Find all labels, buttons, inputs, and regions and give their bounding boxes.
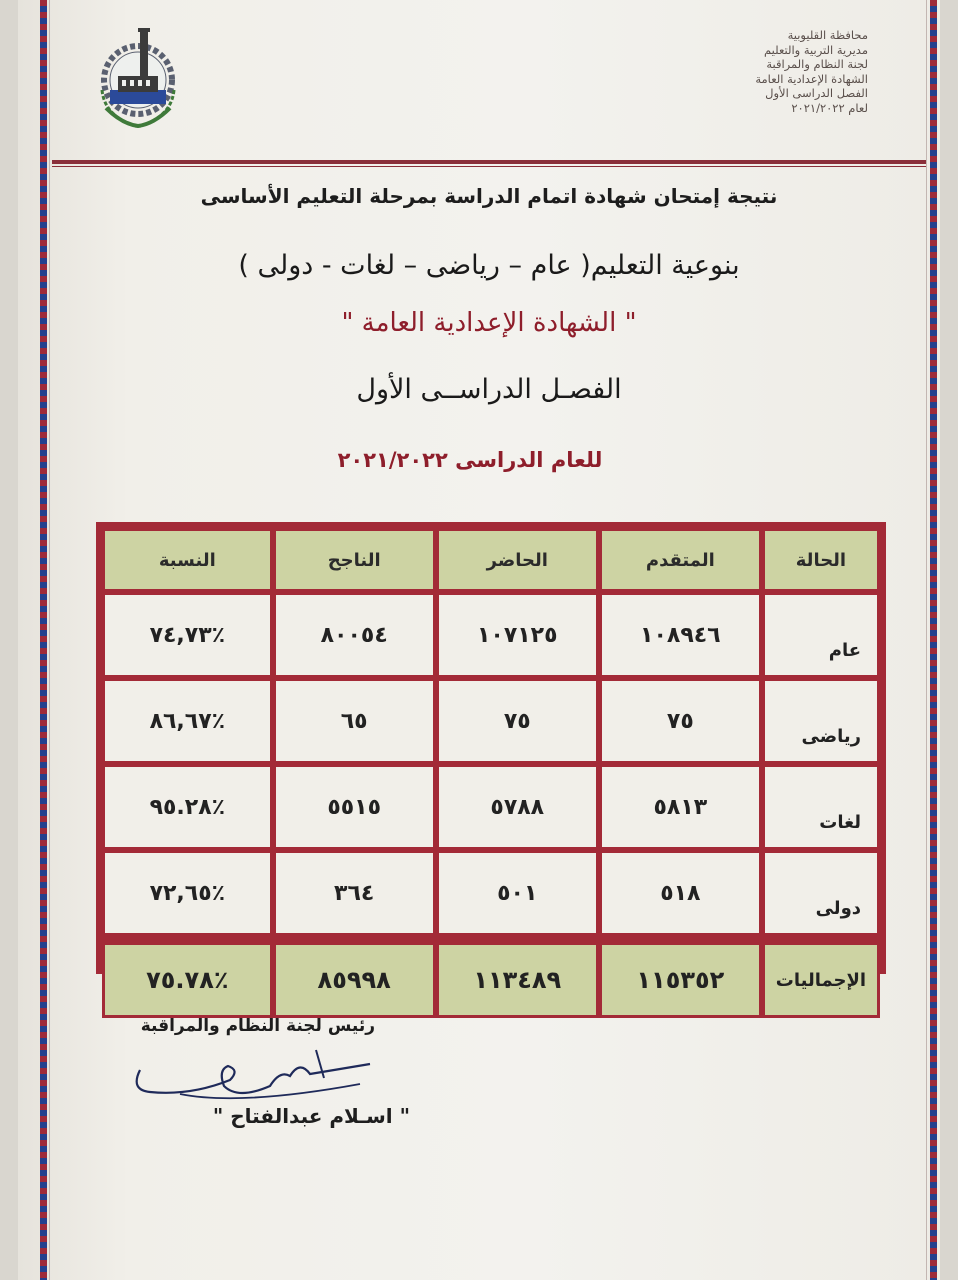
row-label: رياضى bbox=[762, 678, 880, 764]
row-label: دولى bbox=[762, 850, 880, 936]
results-table-frame bbox=[96, 522, 886, 994]
totals-row bbox=[102, 942, 880, 1018]
present-cell: ٥٠١ bbox=[436, 850, 599, 936]
applied-total-cell: ١١٥٣٥٢ bbox=[599, 942, 762, 1018]
applied-cell: ٧٥ bbox=[599, 678, 762, 764]
header-divider-thin bbox=[52, 166, 926, 167]
applied-cell: ٥٨١٣ bbox=[599, 764, 762, 850]
header-cell: الحالة bbox=[762, 528, 880, 592]
academic-year: للعام الدراسى ٢٠٢١/٢٠٢٢ bbox=[337, 448, 603, 472]
passed-cell: ٦٥ bbox=[273, 678, 436, 764]
present-cell: ٧٥ bbox=[436, 678, 599, 764]
present-cell: ١٠٧١٢٥ bbox=[436, 592, 599, 678]
passed-total-cell: ٨٥٩٩٨ bbox=[273, 942, 436, 1018]
header-cell: المتقدم bbox=[599, 528, 762, 592]
present-total-cell: ١١٣٤٨٩ bbox=[436, 942, 599, 1018]
header-line: لجنة النظام والمراقبة bbox=[766, 57, 868, 71]
header-line: الشهادة الإعدادية العامة bbox=[755, 71, 868, 86]
certificate-name: " الشهادة الإعدادية العامة " bbox=[341, 308, 637, 338]
header-divider bbox=[52, 160, 926, 164]
row-label: عام bbox=[762, 592, 880, 678]
passed-cell: ٥٥١٥ bbox=[273, 764, 436, 850]
governorate-emblem-icon bbox=[92, 20, 184, 132]
table-header-row bbox=[102, 528, 880, 592]
left-frame-border bbox=[40, 0, 47, 1280]
percent-cell: ٪٩٥.٢٨ bbox=[102, 764, 273, 850]
table-row bbox=[102, 678, 880, 764]
table-row bbox=[102, 850, 880, 936]
exam-title: نتيجة إمتحان شهادة اتمام الدراسة بمرحلة التعليم الأساسى bbox=[200, 184, 778, 208]
row-label: لغات bbox=[762, 764, 880, 850]
percent-total-cell: ٪٧٥.٧٨ bbox=[102, 942, 273, 1018]
passed-cell: ٨٠٠٥٤ bbox=[273, 592, 436, 678]
header-line: محافظة القليوبية bbox=[787, 28, 868, 42]
applied-cell: ١٠٨٩٤٦ bbox=[599, 592, 762, 678]
left-inner-border bbox=[49, 0, 50, 1280]
right-inner-border bbox=[926, 0, 927, 1280]
results-table bbox=[102, 528, 880, 1018]
applied-cell: ٥١٨ bbox=[599, 850, 762, 936]
signatory-name: " اسـلام عبدالفتاح " bbox=[212, 1104, 410, 1128]
issuer-header bbox=[628, 28, 868, 115]
semester-title: الفصـل الدراســى الأول bbox=[356, 374, 622, 405]
percent-cell: ٪٧٤,٧٣ bbox=[102, 592, 273, 678]
table-row bbox=[102, 592, 880, 678]
header-line: لعام ٢٠٢١/٢٠٢٢ bbox=[791, 100, 868, 115]
passed-cell: ٣٦٤ bbox=[273, 850, 436, 936]
header-cell: الناجح bbox=[273, 528, 436, 592]
percent-cell: ٪٧٢,٦٥ bbox=[102, 850, 273, 936]
right-frame-border bbox=[930, 0, 937, 1280]
present-cell: ٥٧٨٨ bbox=[436, 764, 599, 850]
header-line: الفصل الدراسى الأول bbox=[765, 86, 868, 100]
signatory-title: رئيس لجنة النظام والمراقبة bbox=[140, 1016, 375, 1036]
percent-cell: ٪٨٦,٦٧ bbox=[102, 678, 273, 764]
education-types: بنوعية التعليم( عام – رياضى – لغات - دولى ) bbox=[238, 250, 740, 281]
row-label: الإجماليات bbox=[762, 942, 880, 1018]
header-cell: الحاضر bbox=[436, 528, 599, 592]
header-cell: النسبة bbox=[102, 528, 273, 592]
table-row bbox=[102, 764, 880, 850]
header-line: مديرية التربية والتعليم bbox=[764, 42, 868, 57]
